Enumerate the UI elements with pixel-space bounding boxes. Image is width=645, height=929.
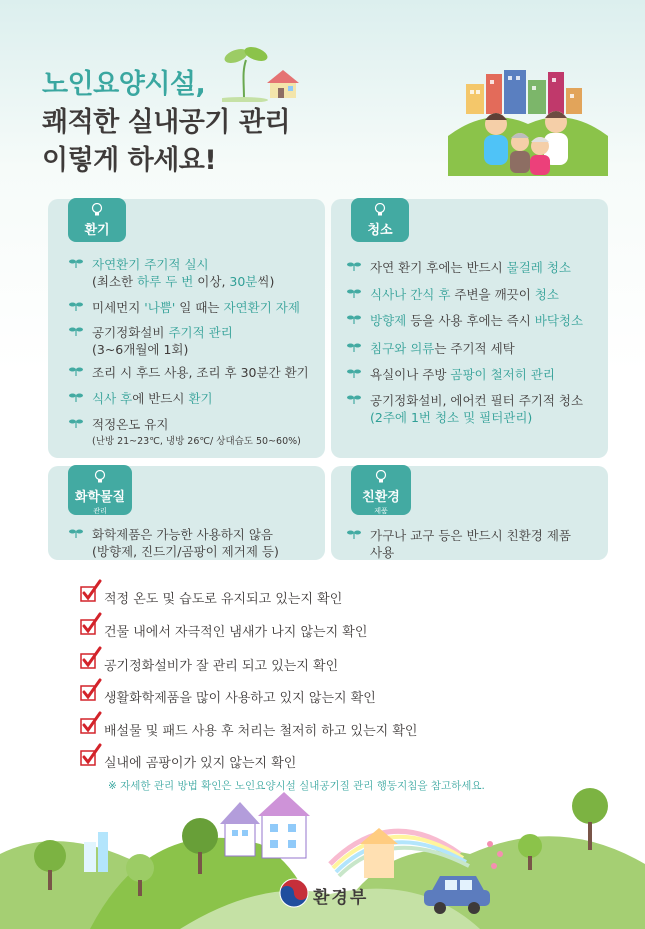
lightbulb-icon xyxy=(94,470,106,484)
checkmark-icon xyxy=(80,743,102,767)
ventilation-item-2: 미세먼지 '나쁨' 일 때는 자연환기 자제 xyxy=(92,299,300,316)
sprout-bullet-icon xyxy=(68,392,84,402)
checkmark-icon xyxy=(80,711,102,735)
ventilation-label: 환기 xyxy=(84,223,110,238)
checkmark-icon xyxy=(80,612,102,636)
sprout-bullet-icon xyxy=(346,368,362,378)
sprout-bullet-icon xyxy=(68,301,84,311)
sprout-bullet-icon xyxy=(68,528,84,538)
ventilation-item-5: 식사 후에 반드시 환기 xyxy=(92,390,213,407)
chemical-sublabel: 관리 xyxy=(93,507,107,515)
cleaning-label: 청소 xyxy=(367,223,393,238)
family-city-illustration xyxy=(448,66,608,176)
checklist-item: 생활화학제품을 많이 사용하고 있지 않는지 확인 xyxy=(104,687,376,706)
ventilation-item-6: 적정온도 유지 (난방 21~23℃, 냉방 26℃/ 상대습도 50~60%) xyxy=(92,416,301,450)
lightbulb-icon xyxy=(91,203,103,217)
checklist-item: 실내에 곰팡이가 있지 않는지 확인 xyxy=(104,752,296,771)
title-line-2: 쾌적한 실내공기 관리 xyxy=(42,107,291,138)
sprout-bullet-icon xyxy=(68,258,84,268)
sprout-bullet-icon xyxy=(346,394,362,404)
ventilation-item-3: 공기정화설비 주기적 관리 (3~6개월에 1회) xyxy=(92,324,233,358)
cleaning-item-5: 욕실이나 주방 곰팡이 철저히 관리 xyxy=(370,366,555,383)
reference-note: ※ 자세한 관리 방법 확인은 노인요양시설 실내공기질 관리 행동지침을 참고하세요. xyxy=(108,780,485,792)
checklist-item: 건물 내에서 자극적인 냄새가 나지 않는지 확인 xyxy=(104,621,367,640)
sprout-bullet-icon xyxy=(346,342,362,352)
sprout-bullet-icon xyxy=(68,418,84,428)
ministry-name: 환경부 xyxy=(313,888,369,908)
cleaning-item-6: 공기정화설비, 에어컨 필터 주기적 청소 (2주에 1번 청소 및 필터관리) xyxy=(370,392,583,426)
eco-item-1: 가구나 교구 등은 반드시 친환경 제품 사용 xyxy=(370,527,571,561)
lightbulb-icon xyxy=(374,203,386,217)
chemical-tag xyxy=(68,465,132,515)
eco-tag xyxy=(351,465,411,515)
chemical-label: 화학물질 xyxy=(74,490,126,505)
cleaning-item-4: 침구와 의류는 주기적 세탁 xyxy=(370,340,515,357)
checklist-item: 배설물 및 패드 사용 후 처리는 철저히 하고 있는지 확인 xyxy=(104,720,417,739)
taegeuk-logo-icon xyxy=(279,878,309,908)
sprout-bullet-icon xyxy=(346,288,362,298)
checklist-item: 공기정화설비가 잘 관리 되고 있는지 확인 xyxy=(104,655,338,674)
cleaning-item-1: 자연 환기 후에는 반드시 물걸레 청소 xyxy=(370,259,571,276)
eco-sublabel: 제품 xyxy=(374,507,388,515)
checklist-item: 적정 온도 및 습도로 유지되고 있는지 확인 xyxy=(104,588,342,607)
checkmark-icon xyxy=(80,646,102,670)
sprout-bullet-icon xyxy=(346,529,362,539)
sprout-house-illustration xyxy=(222,42,312,102)
lightbulb-icon xyxy=(375,470,387,484)
title-line-1: 노인요양시설, xyxy=(42,69,206,100)
cleaning-item-2: 식사나 간식 후 주변을 깨끗이 청소 xyxy=(370,286,559,303)
checkmark-icon xyxy=(80,579,102,603)
ventilation-tag xyxy=(68,198,126,242)
sprout-bullet-icon xyxy=(346,314,362,324)
ventilation-item-4: 조리 시 후드 사용, 조리 후 30분간 환기 xyxy=(92,364,309,381)
cleaning-item-3: 방향제 등을 사용 후에는 즉시 바닥청소 xyxy=(370,312,583,329)
chemical-item-1: 화학제품은 가능한 사용하지 않음 (방향제, 진드기/곰팡이 제거제 등) xyxy=(92,526,279,560)
checkmark-icon xyxy=(80,678,102,702)
ventilation-item-1: 자연환기 주기적 실시 (최소한 하루 두 번 이상, 30분씩) xyxy=(92,256,274,290)
eco-label: 친환경 xyxy=(362,490,400,505)
cleaning-tag xyxy=(351,198,409,242)
title-line-3: 이렇게 하세요! xyxy=(42,145,217,176)
sprout-bullet-icon xyxy=(68,366,84,376)
sprout-bullet-icon xyxy=(346,261,362,271)
sprout-bullet-icon xyxy=(68,326,84,336)
